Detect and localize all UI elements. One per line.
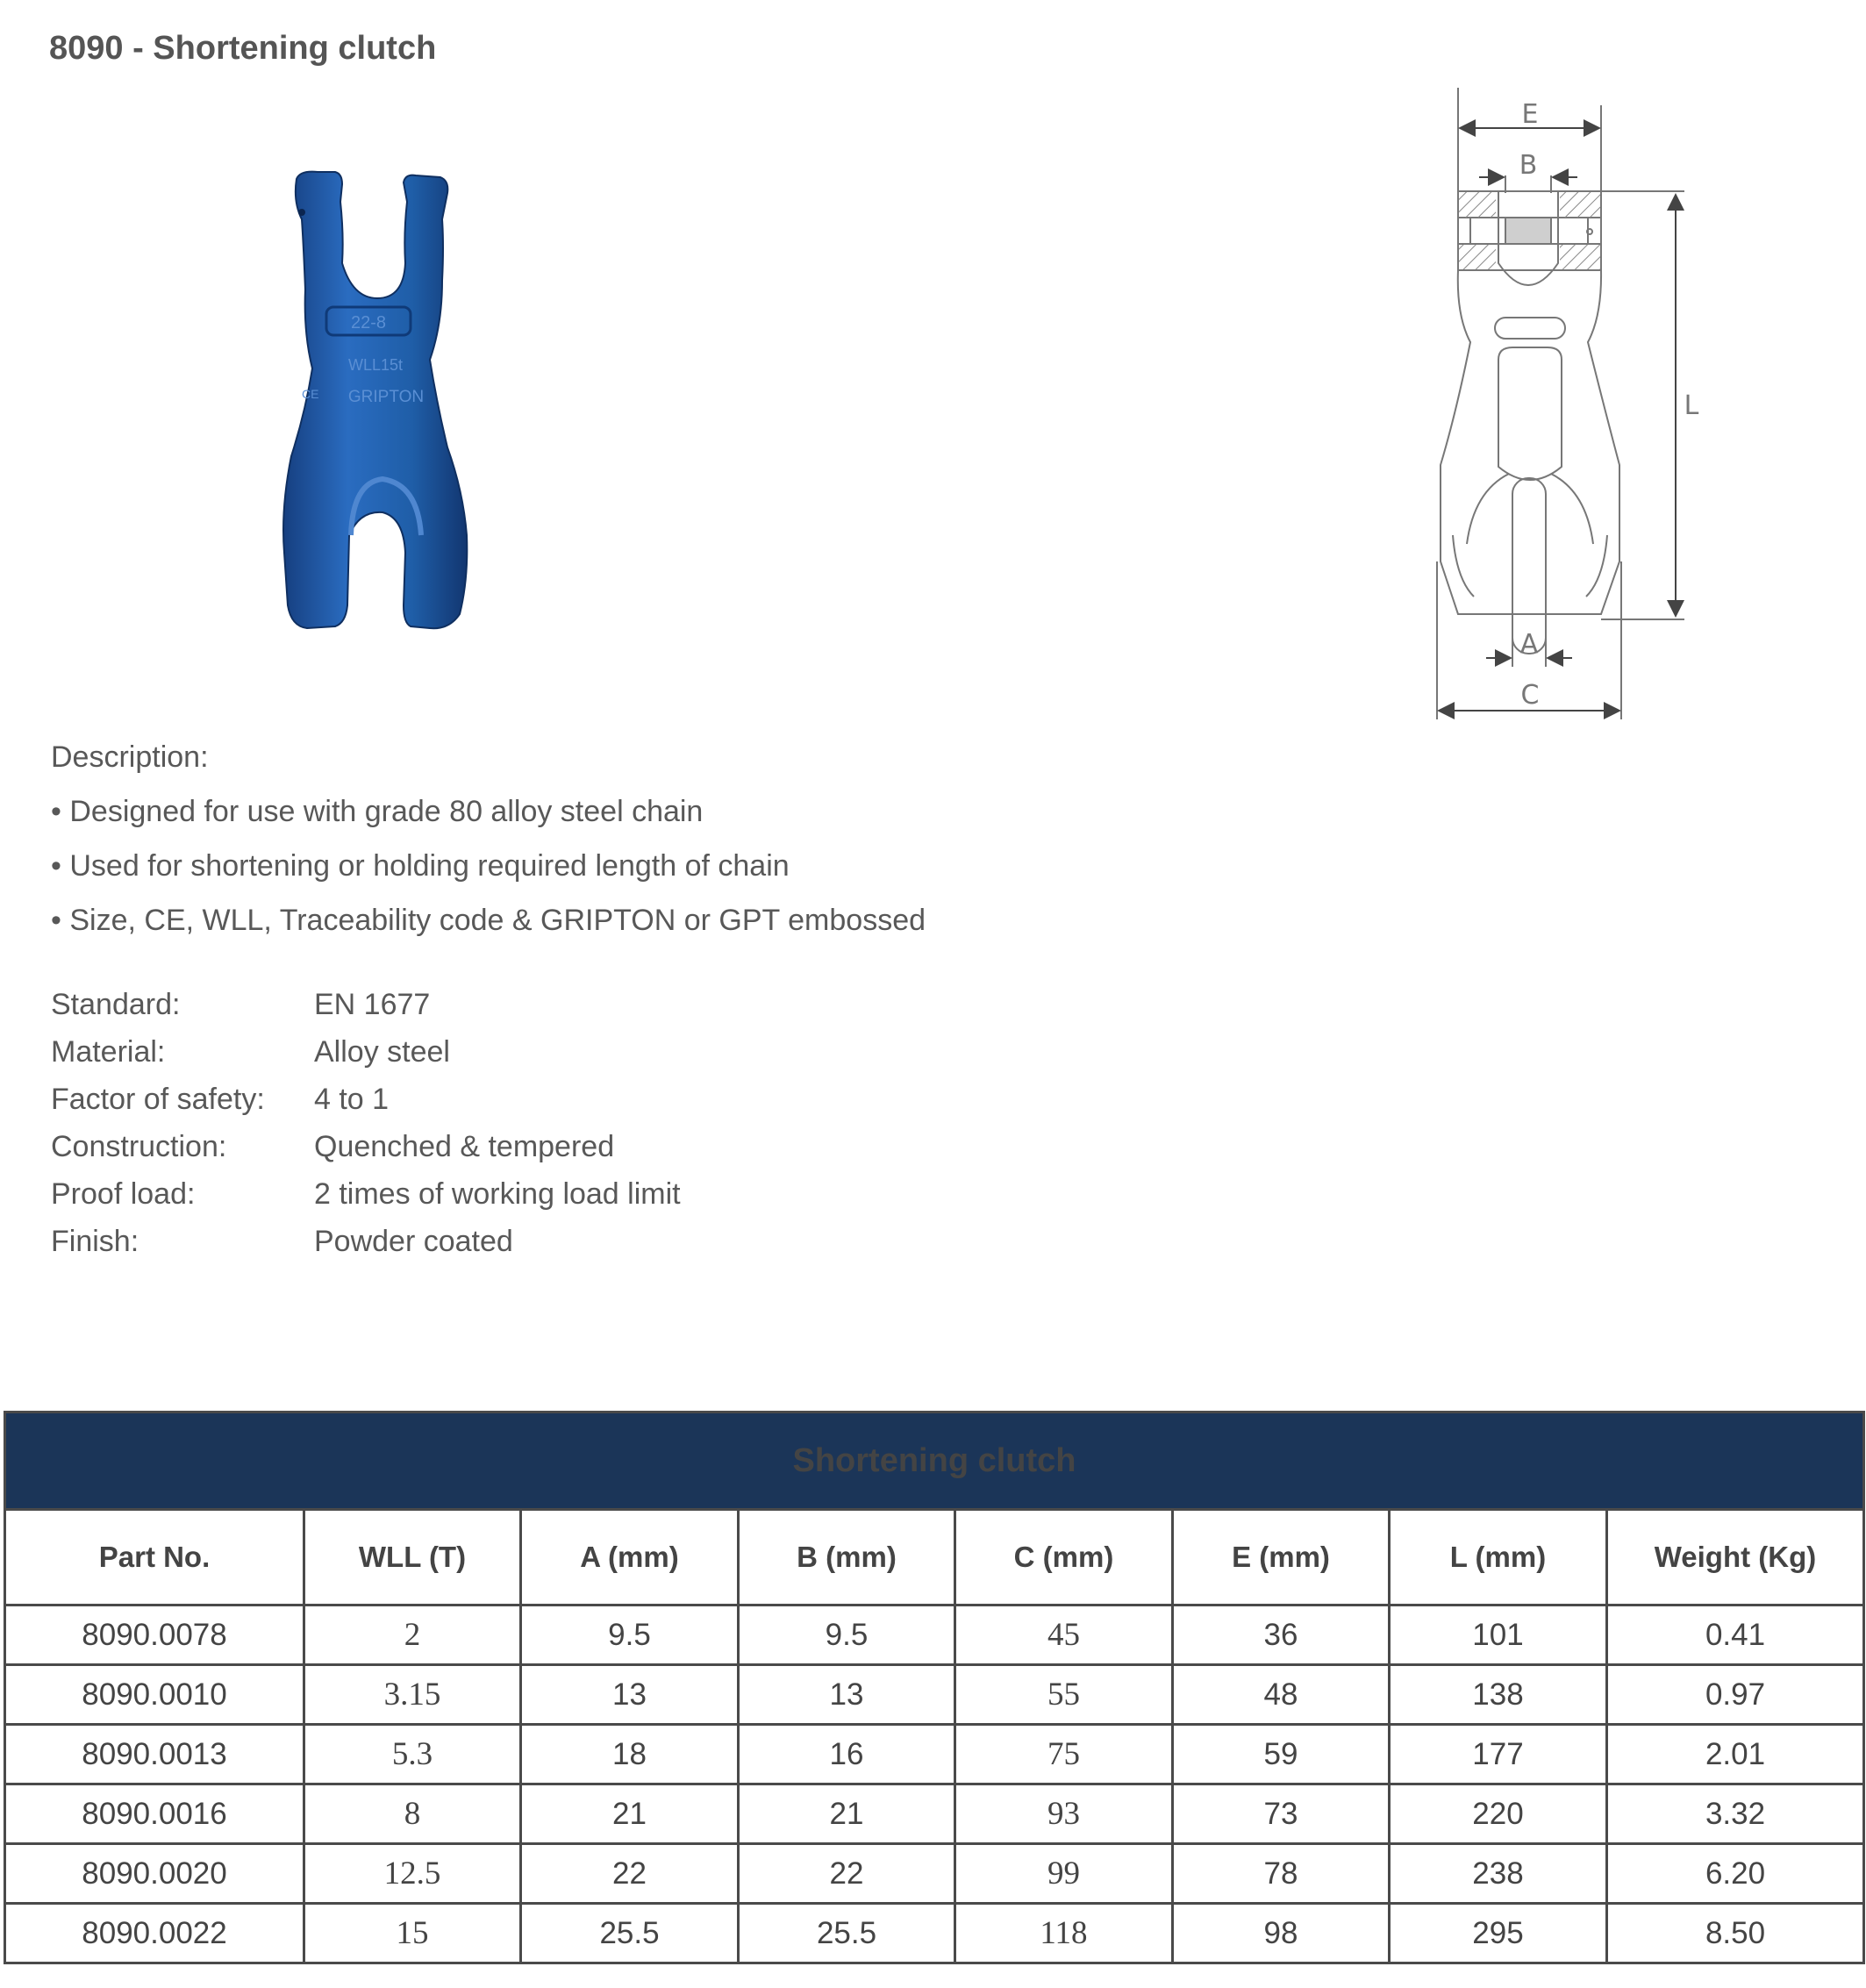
- svg-text:CE: CE: [302, 387, 319, 401]
- table-cell: 118: [955, 1904, 1173, 1963]
- table-cell: 22: [739, 1844, 955, 1904]
- table-cell: 177: [1390, 1725, 1607, 1784]
- table-cell: 138: [1390, 1665, 1607, 1725]
- dim-label-l: L: [1684, 390, 1699, 421]
- table-cell: 8.50: [1607, 1904, 1864, 1963]
- spec-label: Factor of safety:: [51, 1083, 265, 1116]
- table-cell: 8090.0020: [5, 1844, 304, 1904]
- svg-text:WLL15t: WLL15t: [347, 356, 404, 374]
- column-header-b: B (mm): [739, 1510, 955, 1605]
- description-heading: Description:: [51, 740, 209, 774]
- table-cell: 48: [1173, 1665, 1390, 1725]
- dim-label-a: A: [1519, 629, 1539, 660]
- page-title: 8090 - Shortening clutch: [49, 30, 437, 67]
- table-title: Shortening clutch: [5, 1412, 1864, 1510]
- spec-label: Standard:: [51, 988, 181, 1021]
- table-cell: 8090.0010: [5, 1665, 304, 1725]
- table-cell: 78: [1173, 1844, 1390, 1904]
- spec-row-factor-of-safety: [51, 1076, 681, 1123]
- product-photo: [254, 167, 500, 640]
- table-cell: 0.97: [1607, 1665, 1864, 1725]
- table-cell: 12.5: [304, 1844, 521, 1904]
- table-cell: 3.32: [1607, 1784, 1864, 1844]
- table-cell: 238: [1390, 1844, 1607, 1904]
- column-header-l: L (mm): [1390, 1510, 1607, 1605]
- description-bullet: • Used for shortening or holding required length of chain: [51, 839, 926, 893]
- table-cell: 2: [304, 1605, 521, 1665]
- table-cell: 0.41: [1607, 1605, 1864, 1665]
- table-cell: 98: [1173, 1904, 1390, 1963]
- spec-row-standard: [51, 981, 681, 1028]
- table-row: [5, 1844, 1864, 1904]
- table-cell: 73: [1173, 1784, 1390, 1844]
- spec-value: 4 to 1: [314, 1083, 390, 1116]
- spec-label: Construction:: [51, 1130, 227, 1163]
- table-cell: 8: [304, 1784, 521, 1844]
- table-cell: 3.15: [304, 1665, 521, 1725]
- table-cell: 13: [739, 1665, 955, 1725]
- table-row: [5, 1725, 1864, 1784]
- description-bullet: • Designed for use with grade 80 alloy steel chain: [51, 784, 926, 839]
- table-cell: 8090.0016: [5, 1784, 304, 1844]
- table-row: [5, 1665, 1864, 1725]
- table-cell: 9.5: [521, 1605, 739, 1665]
- table-cell: 8090.0013: [5, 1725, 304, 1784]
- table-cell: 25.5: [739, 1904, 955, 1963]
- table-cell: 8090.0078: [5, 1605, 304, 1665]
- spec-value: 2 times of working load limit: [314, 1177, 681, 1211]
- table-cell: 6.20: [1607, 1844, 1864, 1904]
- table-cell: 21: [739, 1784, 955, 1844]
- spec-value: Powder coated: [314, 1225, 513, 1258]
- table-cell: 101: [1390, 1605, 1607, 1665]
- spec-row-finish: [51, 1218, 681, 1265]
- table-cell: 75: [955, 1725, 1173, 1784]
- dim-label-b: B: [1519, 150, 1538, 181]
- spec-list: [51, 981, 681, 1265]
- table-cell: 22: [521, 1844, 739, 1904]
- column-header-c: C (mm): [955, 1510, 1173, 1605]
- table-cell: 25.5: [521, 1904, 739, 1963]
- description-bullet: • Size, CE, WLL, Traceability code & GRIPTON or GPT embossed: [51, 893, 926, 948]
- column-header-weight: Weight (Kg): [1607, 1510, 1864, 1605]
- spec-value: Alloy steel: [314, 1035, 450, 1069]
- spec-row-proof-load: [51, 1170, 681, 1218]
- spec-row-construction: [51, 1123, 681, 1170]
- table-cell: 5.3: [304, 1725, 521, 1784]
- table-cell: 93: [955, 1784, 1173, 1844]
- spec-value: Quenched & tempered: [314, 1130, 615, 1163]
- table-row: [5, 1605, 1864, 1665]
- spec-label: Proof load:: [51, 1177, 196, 1211]
- column-header-e: E (mm): [1173, 1510, 1390, 1605]
- table-cell: 55: [955, 1665, 1173, 1725]
- table-cell: 13: [521, 1665, 739, 1725]
- dim-label-c: C: [1520, 680, 1540, 711]
- column-header-part-no: Part No.: [5, 1510, 304, 1605]
- description-section: [51, 730, 926, 948]
- table-cell: 8090.0022: [5, 1904, 304, 1963]
- spec-row-material: [51, 1028, 681, 1076]
- table-cell: 16: [739, 1725, 955, 1784]
- table-cell: 45: [955, 1605, 1173, 1665]
- dim-label-e: E: [1521, 99, 1539, 130]
- table-row: [5, 1784, 1864, 1844]
- column-header-a: A (mm): [521, 1510, 739, 1605]
- table-cell: 21: [521, 1784, 739, 1844]
- table-cell: 59: [1173, 1725, 1390, 1784]
- spec-label: Finish:: [51, 1225, 139, 1258]
- table-cell: 220: [1390, 1784, 1607, 1844]
- table-cell: 295: [1390, 1904, 1607, 1963]
- spec-table: [4, 1411, 1865, 1964]
- table-cell: 99: [955, 1844, 1173, 1904]
- table-cell: 36: [1173, 1605, 1390, 1665]
- svg-text:GRIPTON: GRIPTON: [347, 388, 425, 406]
- technical-drawing: [1421, 88, 1702, 728]
- table-cell: 15: [304, 1904, 521, 1963]
- spec-label: Material:: [51, 1035, 166, 1069]
- table-cell: 2.01: [1607, 1725, 1864, 1784]
- table-row: [5, 1904, 1864, 1963]
- table-cell: 18: [521, 1725, 739, 1784]
- svg-text:22-8: 22-8: [350, 313, 387, 333]
- column-header-wll: WLL (T): [304, 1510, 521, 1605]
- spec-value: EN 1677: [314, 988, 431, 1021]
- table-cell: 9.5: [739, 1605, 955, 1665]
